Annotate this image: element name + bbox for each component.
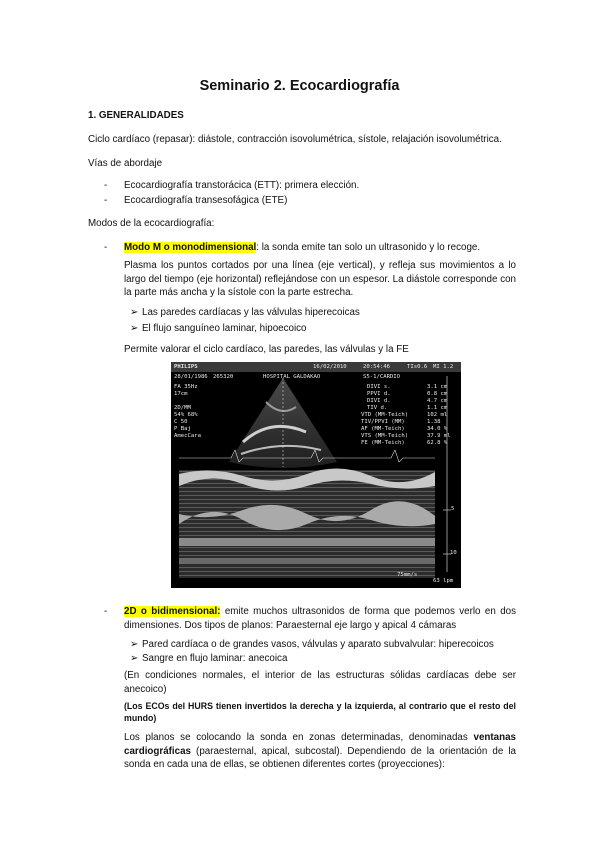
- measure-name: VTS (MM-Teich): [361, 433, 409, 439]
- measurement-row: [361, 405, 457, 412]
- measure-name: AF (MM-Teich): [361, 426, 405, 432]
- list-dash: -: [104, 180, 108, 191]
- patient-id-label: 265320: [213, 374, 234, 380]
- list-dash: -: [104, 195, 108, 206]
- measurement-row: [361, 433, 457, 440]
- modo-2d-desc: emite muchos ultrasonidos de forma que podemos verlo en dos dimensiones. Dos tipos de planos: Paraesternal eje largo y apical 4 cámaras: [124, 606, 516, 631]
- note-normal: (En condiciones normales, el interior de las estructuras sólidas cardíacas debe ser anecoico): [124, 670, 516, 695]
- arrow-bullet-icon: ➢: [130, 307, 139, 318]
- heart-rate: 63 lpm: [433, 578, 454, 584]
- list-dash: -: [104, 606, 108, 617]
- measure-value: 1.1 cm: [427, 405, 448, 411]
- param-text: 54% 68%: [174, 412, 198, 418]
- measure-name: TIV/PPVI (MM): [361, 419, 405, 425]
- measurements-panel: [361, 384, 457, 447]
- measure-value: 34.0 %: [427, 426, 448, 432]
- modo-m-paragraph: Plasma los puntos cortados por una línea (eje vertical), y refleja sus movimientos a lo largo del tiempo (eje horizontal) reflejándose con un espesor. La diástole corresponde con la parte más ancha y la sístole con la parte estrecha.: [124, 260, 516, 298]
- measure-value: 1.38: [427, 419, 441, 425]
- param-text: P Baj: [174, 426, 191, 432]
- measurement-row: [361, 391, 457, 398]
- arrow-bullet-icon: ➢: [130, 653, 139, 664]
- list-item: [130, 306, 360, 320]
- measure-name: VTD (MM-Teich): [361, 412, 409, 418]
- list-item: Ecocardiografía transesofágica (ETE): [124, 195, 288, 206]
- probe-label: S5-1/CARDIO: [363, 374, 401, 380]
- vias-heading: Vías de abordaje: [88, 158, 163, 169]
- hospital-label: HOSPITAL GALDAKAO: [263, 374, 321, 380]
- bullet-text: Sangre en flujo laminar: anecoica: [142, 653, 288, 664]
- measure-value: 62.8 %: [427, 440, 448, 446]
- tis-label: TIs0.6: [407, 364, 428, 370]
- modo-2d-label: 2D o bidimensional:: [124, 606, 221, 617]
- ciclo-text: Ciclo cardíaco (repasar): diástole, contracción isovolumétrica, sístole, relajación isovolumétrica.: [88, 134, 502, 145]
- measure-value: 37.9 ml: [427, 433, 451, 439]
- measure-value: 102 ml: [427, 412, 448, 418]
- planos-paragraph: [124, 731, 516, 772]
- ventanas-term: ventanas cardiográficas: [124, 732, 516, 757]
- left-params: [174, 384, 201, 440]
- measurement-row: [361, 440, 457, 447]
- measurement-row: [361, 426, 457, 433]
- mi-label: MI 1.2: [433, 364, 454, 370]
- modo-m-label: Modo M o monodimensional: [124, 242, 257, 253]
- sweep-speed: 75mm/s: [397, 572, 418, 578]
- measure-name: PPVI d.: [367, 391, 391, 397]
- measure-name: DIVI d.: [367, 398, 391, 404]
- param-text: 2D/MM: [174, 405, 191, 411]
- list-item: [130, 652, 287, 666]
- list-item: [130, 638, 494, 652]
- arrow-bullet-icon: ➢: [130, 323, 139, 334]
- depth-mark: 5: [451, 506, 455, 512]
- page-title: Seminario 2. Ecocardiografía: [199, 78, 400, 94]
- param-text: FA 35Hz: [174, 384, 198, 390]
- param-text: AmecCara: [174, 433, 201, 439]
- permite-text: Permite valorar el ciclo cardíaco, las paredes, las válvulas y la FE: [124, 344, 409, 355]
- list-item: Ecocardiografía transtorácica (ETT): primera elección.: [124, 180, 360, 191]
- planos-text: Los planos se colocando la sonda en zonas determinadas, denominadas: [124, 732, 474, 743]
- modo-2d-paragraph: [124, 605, 516, 632]
- measure-name: FE (MM-Teich): [361, 440, 405, 446]
- measure-value: 0.8 cm: [427, 391, 448, 397]
- arrow-bullet-icon: ➢: [130, 639, 139, 650]
- bullet-text: El flujo sanguíneo laminar, hipoecoico: [142, 323, 307, 334]
- measure-value: 3.1 cm: [427, 384, 448, 390]
- measurement-row: [361, 398, 457, 405]
- list-dash: -: [104, 242, 108, 253]
- date-label: 16/02/2010: [313, 364, 347, 370]
- modo-m-line: [124, 241, 480, 255]
- ultrasound-image: [171, 362, 461, 588]
- measurement-row: [361, 419, 457, 426]
- patient-date-label: 28/01/1986: [174, 374, 208, 380]
- modos-heading: Modos de la ecocardiografía:: [88, 218, 215, 229]
- param-text: [174, 398, 201, 405]
- section-heading: 1. GENERALIDADES: [88, 110, 184, 121]
- measure-name: TIV d.: [367, 405, 388, 411]
- bullet-text: Las paredes cardíacas y las válvulas hiperecoicas: [142, 307, 360, 318]
- brand-label: PHILIPS: [174, 364, 198, 370]
- measure-name: DIVI s.: [367, 384, 391, 390]
- measurement-row: [361, 384, 457, 391]
- bullet-text: Pared cardíaca o de grandes vasos, válvulas y aparato subvalvular: hiperecoicos: [142, 639, 494, 650]
- measurement-row: [361, 412, 457, 419]
- planos-text: (paraesternal, apical, subcostal). Dependiendo de la orientación de la sonda en cada una de ellas, se obtienen diferentes cortes (proyecciones):: [124, 745, 516, 770]
- measure-value: 4.7 cm: [427, 398, 448, 404]
- depth-mark: 10: [450, 550, 457, 556]
- param-text: 17cm: [174, 391, 188, 397]
- list-item: [130, 322, 306, 336]
- time-label: 20:54:46: [363, 364, 390, 370]
- param-text: C 50: [174, 419, 188, 425]
- note-hurs: (Los ECOs del HURS tienen invertidos la derecha y la izquierda, al contrario que el resto del mundo): [124, 701, 516, 723]
- modo-m-desc: : la sonda emite tan solo un ultrasonido y lo recoge.: [256, 242, 481, 253]
